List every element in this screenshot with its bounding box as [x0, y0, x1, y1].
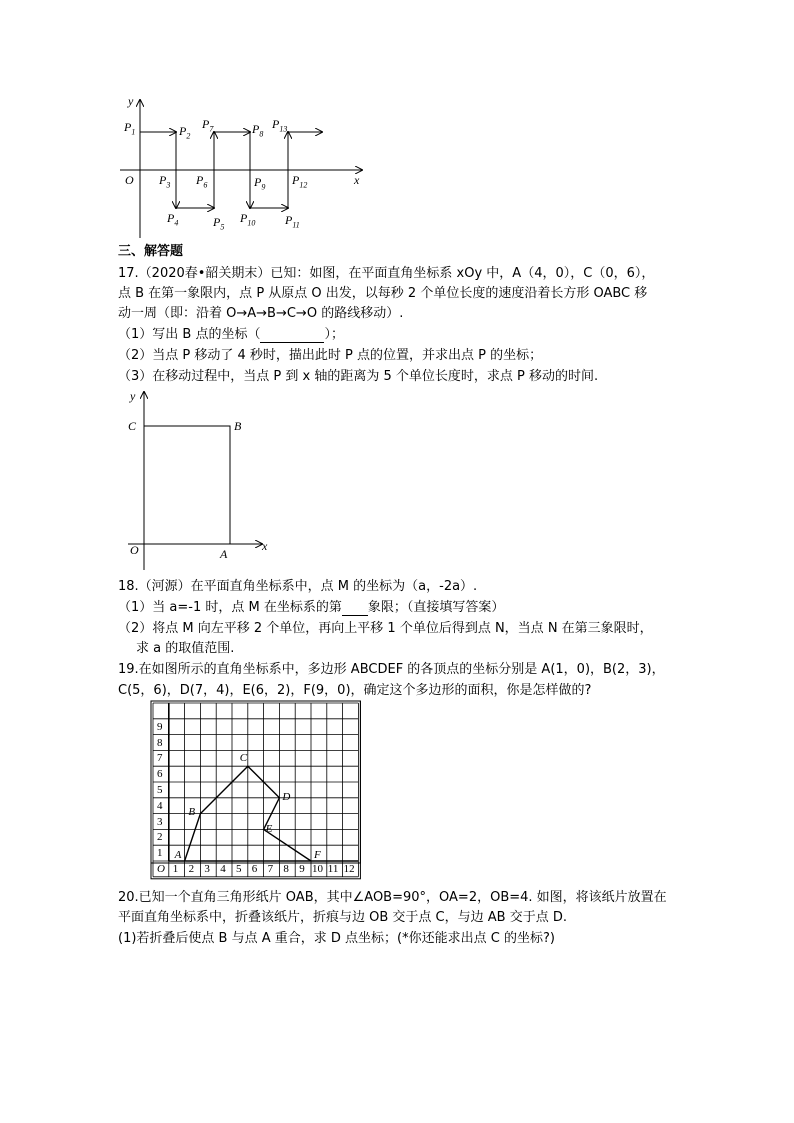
fig3-x-tick: 6: [251, 863, 258, 875]
fig3-y-tick: 2: [157, 831, 163, 844]
fig1-x-label: x: [354, 173, 360, 187]
fig3-y-tick: 7: [157, 752, 163, 765]
q20-line-3: (1)若折叠后使点 B 与点 A 重合，求 D 点坐标；(*你还能求出点 C 的坐标?): [118, 931, 555, 946]
fig1-label-p1: $P_1$: [124, 120, 136, 137]
fig2-point-c: C: [128, 419, 137, 433]
fig1-label-p13: $P_{13}$: [272, 117, 288, 134]
fig3-vertex-a: A: [174, 849, 182, 861]
fig3-x-tick: 7: [267, 863, 274, 875]
fig1-label-p7: $P_7$: [202, 117, 214, 134]
fig3-x-tick: 1: [172, 863, 179, 875]
q18-part-2b: 求 a 的取值范围.: [136, 641, 235, 656]
fig3-x-tick: 12: [343, 863, 355, 875]
q20-line-1: 20.已知一个直角三角形纸片 OAB，其中∠AOB=90°，OA=2，OB=4. 如图，将该纸片放置在: [118, 890, 667, 905]
fig1-origin-label: O: [125, 173, 134, 187]
fig3-origin: O: [157, 863, 165, 875]
fig3-y-tick: 5: [157, 784, 163, 796]
fig3-x-tick: 11: [327, 863, 339, 875]
fig3-vertex-d: D: [282, 790, 291, 803]
fig3-x-tick: 9: [299, 863, 305, 875]
q19-line-2: C(5，6)，D(7，4)，E(6，2)，F(9，0)，确定这个多边形的面积，你是怎样做的?: [118, 683, 592, 698]
fig1-label-p5: $P_5$: [213, 215, 225, 232]
fig3-x-tick: 8: [283, 863, 289, 875]
fig3-vertex-b: B: [188, 805, 196, 818]
q17-part-1-end: ）；: [324, 327, 344, 342]
q17-line-3: 动一周（即：沿着 O→A→B→C→O 的路线移动）.: [118, 306, 404, 321]
fig3-x-tick: 5: [236, 863, 242, 875]
fig3-x-tick: 4: [220, 863, 226, 875]
fig3-x-tick: 3: [204, 863, 210, 875]
fig1-label-p9: $P_9$: [254, 175, 266, 192]
fig3-y-tick: 8: [157, 736, 163, 749]
q19-line-1: 19.在如图所示的直角坐标系中，多边形 ABCDEF 的各顶点的坐标分别是 A(1，0)，B(2，3)，: [118, 662, 665, 677]
fig2-x-label: x: [262, 539, 268, 553]
q17-part-1-text: （1）写出 B 点的坐标（: [118, 327, 261, 342]
fig1-label-p12: $P_{12}$: [292, 173, 308, 190]
q18-part-1-end: 象限；（直接填写答案）: [367, 600, 505, 615]
fig1-label-p8: $P_8$: [252, 122, 264, 139]
section-title: 三、解答题: [118, 244, 184, 259]
fig3-y-tick: 6: [157, 768, 163, 781]
fig3-vertex-c: C: [239, 752, 248, 765]
fig3-y-tick: 3: [157, 815, 163, 828]
fig1-label-p11: $P_{11}$: [285, 213, 300, 230]
fig2-point-b: B: [234, 419, 242, 433]
fig1-y-label: y: [128, 94, 134, 108]
fig1-label-p4: $P_4$: [167, 211, 179, 228]
fig3-y-tick: 1: [157, 847, 163, 860]
q17-line-2: 点 B 在第一象限内，点 P 从原点 O 出发，以每秒 2 个单位长度的速度沿着长方形 OABC 移: [118, 286, 648, 301]
fig1-label-p6: $P_6$: [196, 173, 208, 190]
fig3-y-tick: 9: [157, 720, 163, 733]
q20-line-2: 平面直角坐标系中，折叠该纸片，折痕与边 OB 交于点 C，与边 AB 交于点 D.: [118, 910, 567, 925]
q18-part-1-text: （1）当 a=-1 时，点 M 在坐标系的第: [118, 600, 342, 615]
fig2-point-a: A: [220, 547, 228, 561]
fig3-frame: [151, 701, 360, 879]
fig3-x-tick: 2: [188, 863, 195, 875]
fig1-label-p10: $P_{10}$: [240, 211, 256, 228]
fig3-vertex-f: F: [314, 849, 321, 861]
fig1-label-p2: $P_2$: [179, 124, 191, 141]
q17-part-2: （2）当点 P 移动了 4 秒时，描出此时 P 点的位置，并求出点 P 的坐标；: [118, 348, 543, 363]
fig3-y-tick: 4: [157, 799, 163, 812]
fig2-y-label: y: [130, 389, 136, 403]
q18-line-1: 18.（河源）在平面直角坐标系中，点 M 的坐标为（a，-2a）.: [118, 579, 478, 594]
q17-part-3: （3）在移动过程中，当点 P 到 x 轴的距离为 5 个单位长度时，求点 P 移动的时间.: [118, 369, 599, 384]
fig1-label-p3: $P_3$: [159, 173, 171, 190]
q18-part-2a: （2）将点 M 向左平移 2 个单位，再向上平移 1 个单位后得到点 N，当点 N 在第三象限时，: [118, 621, 653, 636]
fig2-origin: O: [130, 543, 139, 557]
fig3-x-tick: 10: [312, 863, 323, 875]
q17-line-1: 17.（2020春•韶关期末）已知：如图，在平面直角坐标系 xOy 中，A（4，0），C（0，6），: [118, 266, 655, 281]
fig3-vertex-e: E: [265, 823, 273, 836]
